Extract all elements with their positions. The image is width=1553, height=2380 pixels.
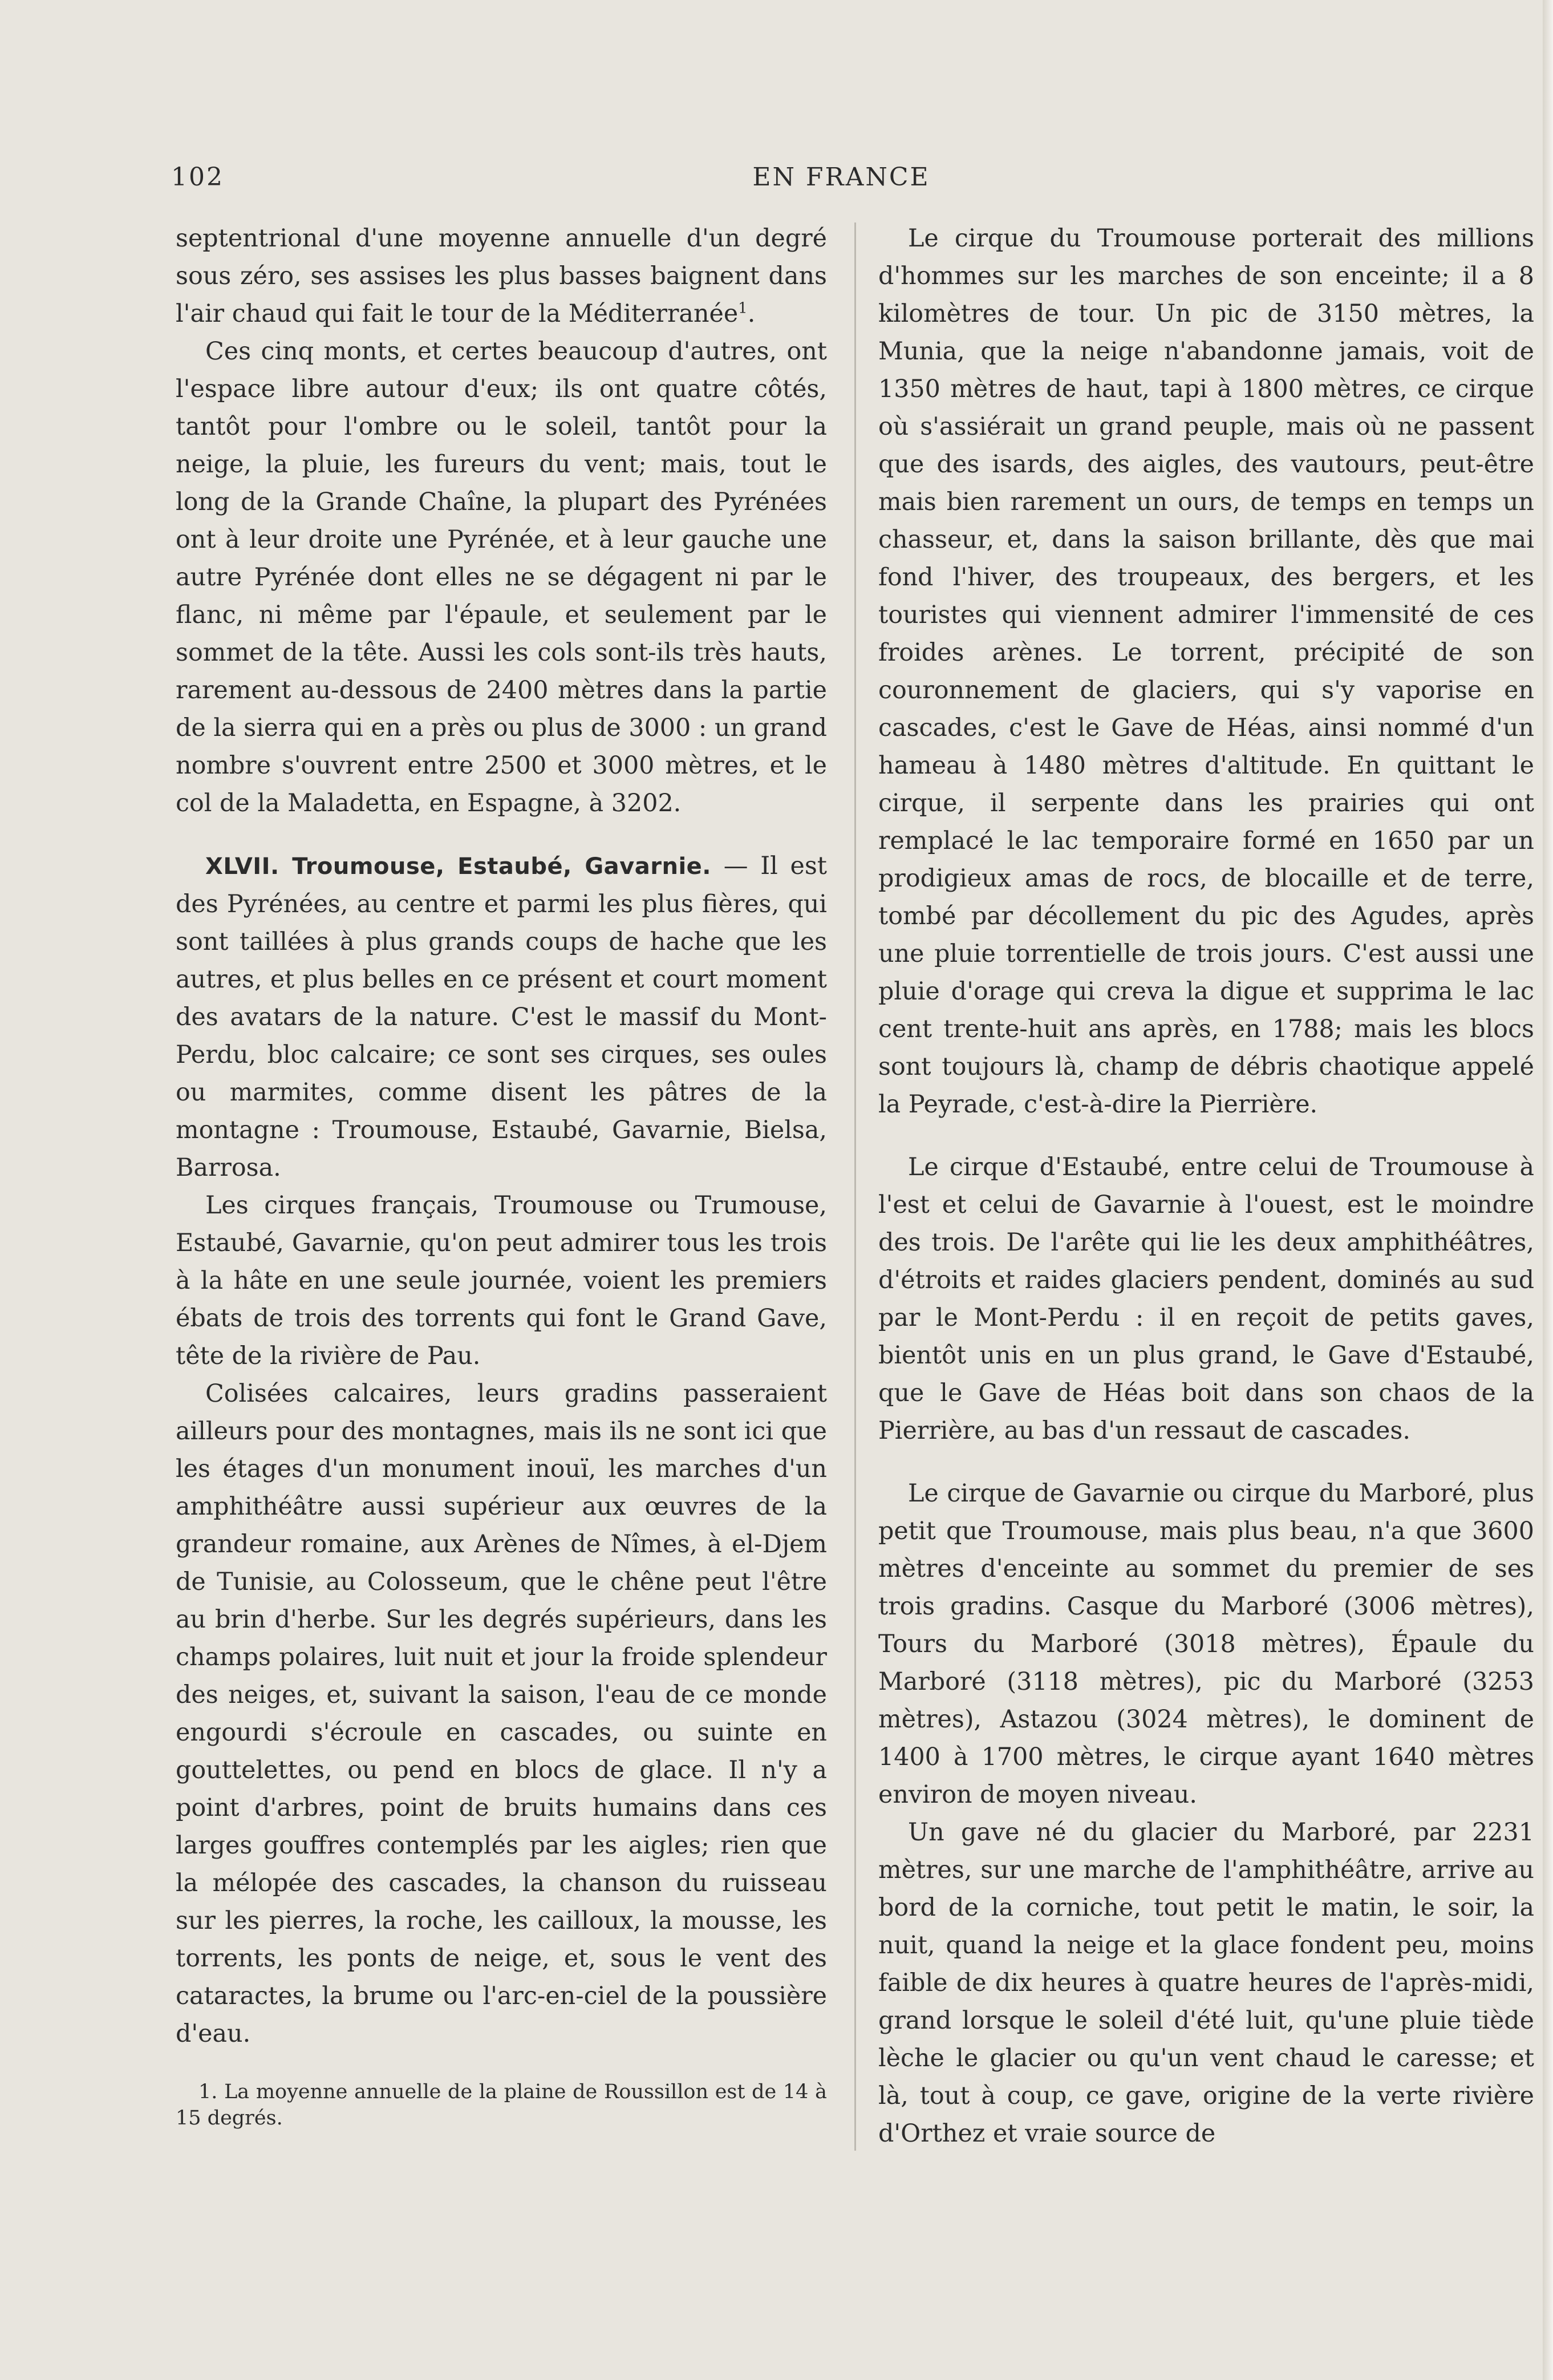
running-head xyxy=(171,163,1511,197)
paragraph: Le cirque d'Estaubé, entre celui de Troumouse à l'est et celui de Gavarnie à l'ouest, est le moindre des trois. De l'arête qui lie les deux amphithéâtres, d'étroits et raides glaciers pendent, dominés au sud par le Mont-Perdu : il en reçoit de petits gaves, bientôt unis en un plus grand, le Gave d'Estaubé, que le Gave de Héas boit dans son chaos de la Pierrière, au bas d'un ressaut de cascades. xyxy=(878,1153,1534,1445)
section-paragraph xyxy=(176,847,827,1187)
section-gap xyxy=(176,822,827,847)
running-title: EN FRANCE xyxy=(752,163,930,192)
book-spine-edge xyxy=(1543,0,1553,2380)
paragraph: Le cirque de Gavarnie ou cirque du Marboré, plus petit que Troumouse, mais plus beau, n'a que 3600 mètres d'enceinte au sommet du premier de ses trois gradins. Casque du Marboré (3006 mètres), Tours du Marboré (3018 mètres), Épaule du Marboré (3118 mètres), pic du Marboré (3253 mètres), Astazou (3024 mètres), le dominent de 1400 à 1700 mètres, le cirque ayant 1640 mètres environ de moyen niveau. xyxy=(878,1479,1534,1809)
paragraph-gap xyxy=(878,1450,1534,1475)
paragraph: Colisées calcaires, leurs gradins passeraient ailleurs pour des montagnes, mais ils ne sont ici que les étages d'un monument inouï, les marches d'un amphithéâtre aussi supérieur aux œuvres de la grandeur romaine, aux Arènes de Nîmes, à el-Djem de Tunisie, au Colosseum, que le chêne peut l'être au brin d'herbe. Sur les degrés supérieurs, dans les champs polaires, luit nuit et jour la froide splendeur des neiges, et, suivant la saison, l'eau de ce monde engourdi s'écroule en cascades, ou suinte en gouttelettes, ou pend en blocs de glace. Il n'y a point d'arbres, point de bruits humains dans ces larges gouffres contemplés par les aigles; rien que la mélopée des cascades, la chanson du ruisseau sur les pierres, la roche, les cailloux, la mousse, les torrents, les ponts de neige, et, sous le vent des cataractes, la brume ou l'arc-en-ciel de la poussière d'eau. xyxy=(176,1379,827,2048)
section-heading: XLVII. Troumouse, Estaubé, Gavarnie. xyxy=(205,853,711,880)
paragraph-gap xyxy=(878,1123,1534,1148)
paragraph: Un gave né du glacier du Marboré, par 2231 mètres, sur une marche de l'amphithéâtre, arrive au bord de la corniche, tout petit le matin, le soir, la nuit, quand la neige et la glace fondent peu, moins faible de dix heures à quatre heures de l'après-midi, grand lorsque le soleil d'été luit, qu'une pluie tiède lèche le glacier ou qu'un vent chaud le caresse; et là, tout à coup, ce gave, origine de la verte rivière d'Orthez et vraie source de xyxy=(878,1818,1534,2148)
paragraph-text: — Il est des Pyrénées, au centre et parmi les plus fières, qui sont taillées à plus grands coups de hache que les autres, et plus belles en ce présent et court moment des avatars de la nature. C'est le massif du Mont-Perdu, bloc calcaire; ce sont ses cirques, ses oules ou marmites, comme disent les pâtres de la montagne : Troumouse, Estaubé, Gavarnie, Bielsa, Barrosa. xyxy=(176,852,827,1182)
paragraph xyxy=(176,220,827,333)
paragraph: Ces cinq monts, et certes beaucoup d'autres, ont l'espace libre autour d'eux; ils ont quatre côtés, tantôt pour l'ombre ou le soleil, tantôt pour la neige, la pluie, les fureurs du vent; mais, tout le long de la Grande Chaîne, la plupart des Pyrénées ont à leur droite une Pyrénée, et à leur gauche une autre Pyrénée dont elles ne se dégagent ni par le flanc, ni même par l'épaule, et seulement par le sommet de la tête. Aussi les cols sont-ils très hauts, rarement au-dessous de 2400 mètres dans la partie de la sierra qui en a près ou plus de 3000 : un grand nombre s'ouvrent entre 2500 et 3000 mètres, et le col de la Maladetta, en Espagne, à 3202. xyxy=(176,337,827,817)
right-column xyxy=(878,220,1534,2152)
left-column xyxy=(176,220,827,2131)
footnote: 1. La moyenne annuelle de la plaine de Roussillon est de 14 à 15 degrés. xyxy=(176,2081,827,2130)
paragraph-end: . xyxy=(747,299,756,328)
page-number: 102 xyxy=(171,163,224,192)
paragraph-text: septentrional d'une moyenne annuelle d'un degré sous zéro, ses assises les plus basses baignent dans l'air chaud qui fait le tour de la Méditerranée xyxy=(176,224,827,328)
paragraph: Les cirques français, Troumouse ou Trumouse, Estaubé, Gavarnie, qu'on peut admirer tous les trois à la hâte en une seule journée, voient les premiers ébats de trois des torrents qui font le Grand Gave, tête de la rivière de Pau. xyxy=(176,1191,827,1370)
column-rule xyxy=(854,222,856,2151)
paragraph: Le cirque du Troumouse porterait des millions d'hommes sur les marches de son enceinte; il a 8 kilomètres de tour. Un pic de 3150 mètres, la Munia, que la neige n'abandonne jamais, voit de 1350 mètres de haut, tapi à 1800 mètres, ce cirque où s'assiérait un grand peuple, mais où ne passent que des isards, des aigles, des vautours, peut-être mais bien rarement un ours, de temps en temps un chasseur, et, dans la saison brillante, dès que mai fond l'hiver, des troupeaux, des bergers, et les touristes qui viennent admirer l'immensité de ces froides arènes. Le torrent, précipité de son couronnement de glaciers, qui s'y vaporise en cascades, c'est le Gave de Héas, ainsi nommé d'un hameau à 1480 mètres d'altitude. En quittant le cirque, il serpente dans les prairies qui ont remplacé le lac temporaire formé en 1650 par un prodigieux amas de rocs, de blocaille et de terre, tombé par décollement du pic des Agudes, après une pluie torrentielle de trois jours. C'est aussi une pluie d'orage qui creva la digue et supprima le lac cent trente-huit ans après, en 1788; mais les blocs sont toujours là, champ de débris chaotique appelé la Peyrade, c'est-à-dire la Pierrière. xyxy=(878,224,1534,1119)
footnote-marker: 1 xyxy=(738,299,748,317)
